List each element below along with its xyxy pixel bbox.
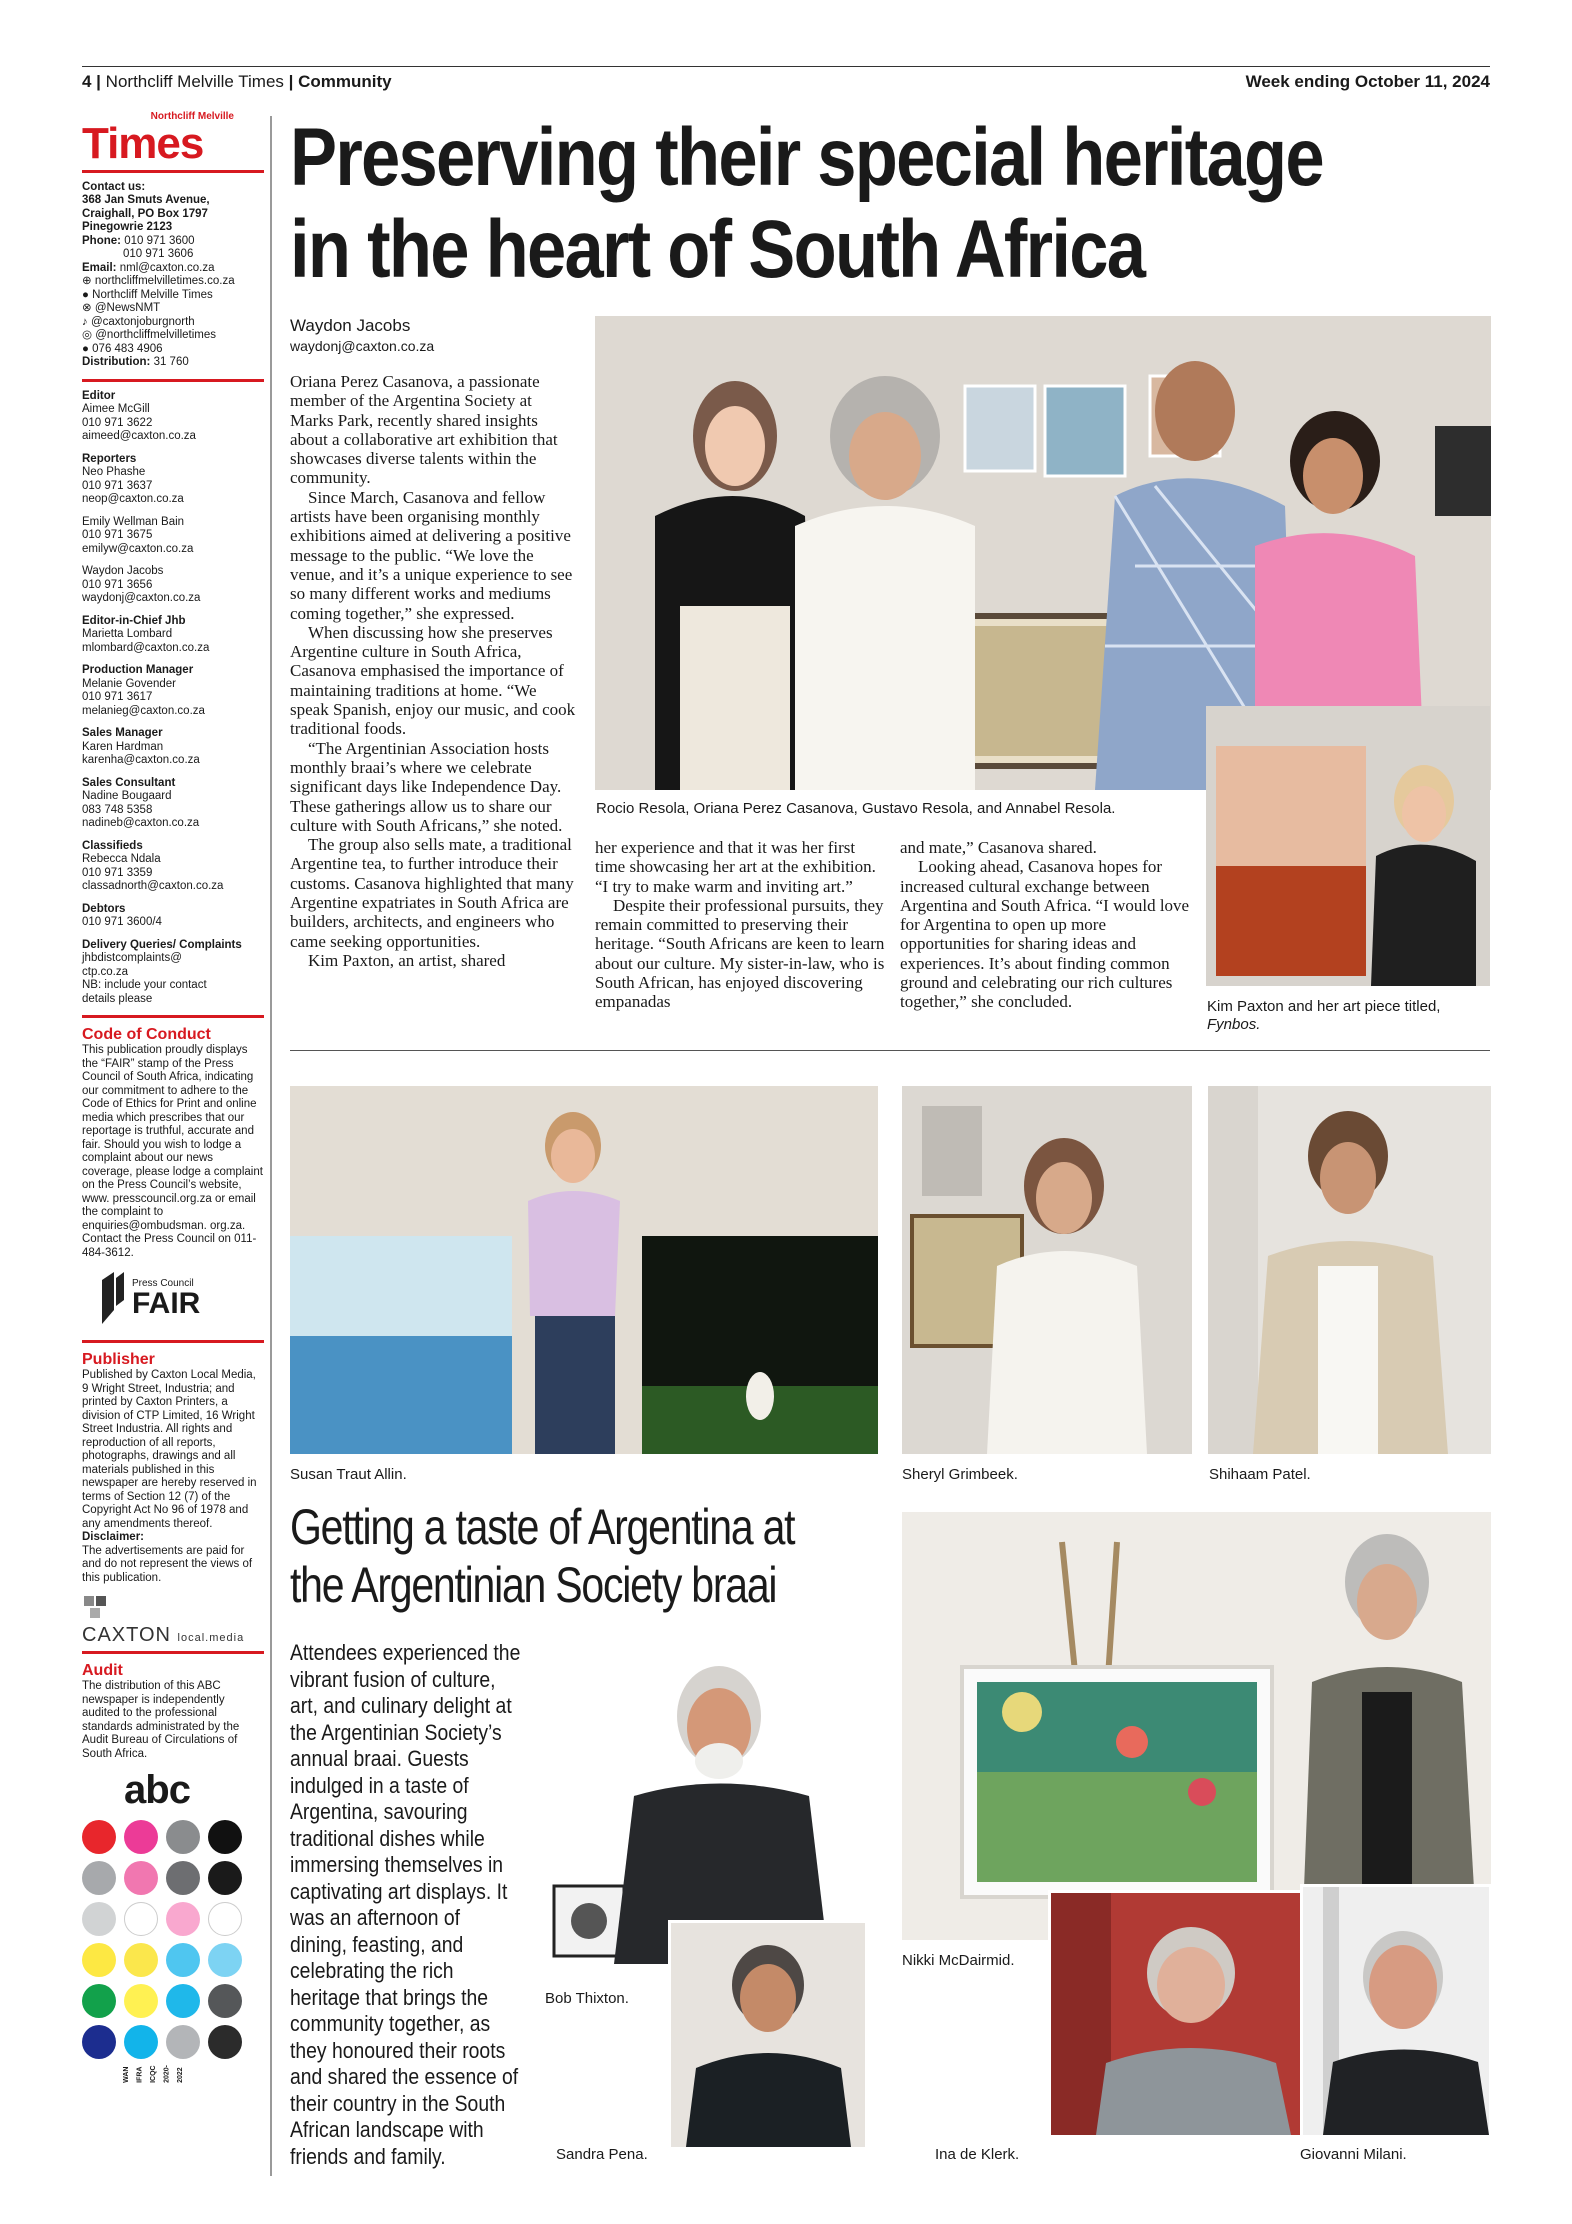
braai-headline <box>290 1498 880 1614</box>
fair-big: FAIR <box>132 1286 201 1320</box>
colour-swatch <box>124 1902 158 1936</box>
caxton-sub: local.media <box>177 1631 245 1644</box>
fair-stamp <box>100 1270 264 1326</box>
staff-role: Classifieds <box>82 839 143 852</box>
paragraph: Despite their professional pursuits, they remain committed to preserving their heritage. “South Africans are keen to learn about our culture. My sister-in-law, who is South African, has enjoyed discovering empanadas <box>595 895 885 1012</box>
colour-swatches <box>82 1820 264 2059</box>
phone-number: 010 971 3600 <box>124 234 195 247</box>
article-column-1 <box>290 372 576 970</box>
whatsapp-link[interactable]: 076 483 4906 <box>92 342 163 355</box>
caption-ina: Ina de Klerk. <box>935 2146 1020 2163</box>
colour-swatch <box>124 2025 158 2059</box>
publisher-block <box>82 1351 264 1585</box>
section-divider <box>290 1050 1490 1051</box>
staff-entry <box>82 453 264 507</box>
paragraph: Looking ahead, Casanova hopes for increased cultural exchange between Argentina and South Africa. “I would love for Argentina to open up more opportunities for sharing ideas and experiences. It’s about finding common ground and celebrating our rich cultures together,” she concluded. <box>900 857 1190 1012</box>
staff-line: melanieg@caxton.co.za <box>82 704 205 717</box>
staff-line: Waydon Jacobs <box>82 565 164 577</box>
colour-swatch <box>166 1820 200 1854</box>
address-line: Pinegowrie 2123 <box>82 221 173 233</box>
caption-bob: Bob Thixton. <box>545 1990 629 2007</box>
staff-line: Nadine Bougaard <box>82 790 172 802</box>
sandra-illustration <box>671 1923 865 2147</box>
paragraph: The group also sells mate, a traditional Argentine tea, to further introduce their customs. Casanova highlighted that many Argentine expatriates in South Africa are builders, architects, and engineers who came seeking opportunities. <box>290 835 574 951</box>
paper-name: Northcliff Melville Times <box>105 71 284 91</box>
phone-number: 010 971 3606 <box>123 248 194 260</box>
photo-bob-thixton <box>544 1646 858 1964</box>
staff-line: 010 971 3656 <box>82 578 153 591</box>
staff-line: ctp.co.za <box>82 965 129 978</box>
colour-swatch <box>166 1902 200 1936</box>
distribution-label: Distribution: <box>82 356 151 368</box>
headline-line: in the heart of South Africa <box>290 204 1145 295</box>
author-name: Waydon Jacobs <box>290 316 411 335</box>
audit-block <box>82 1662 264 1761</box>
staff-entry <box>82 516 264 557</box>
staff-role: Debtors <box>82 902 126 915</box>
code-title: Code of Conduct <box>82 1026 211 1043</box>
susan-illustration <box>290 1086 878 1454</box>
staff-entry <box>82 840 264 894</box>
x-icon: ⊗ <box>82 302 92 314</box>
tiktok-link[interactable]: @caxtonjoburgnorth <box>90 315 195 328</box>
staff-line: Melanie Govender <box>82 677 176 690</box>
facebook-icon: ● <box>82 288 89 301</box>
photo-kim-paxton <box>1206 706 1490 986</box>
shihaam-illustration <box>1208 1086 1491 1454</box>
section-name: | Community <box>288 71 392 91</box>
instagram-icon: ◎ <box>82 329 93 341</box>
staff-entry <box>82 664 264 718</box>
caption-sandra: Sandra Pena. <box>556 2146 648 2163</box>
contact-label: Contact us: <box>82 180 146 193</box>
staff-entry <box>82 565 264 606</box>
caption-giovanni: Giovanni Milani. <box>1300 2146 1407 2163</box>
email-link[interactable]: nml@caxton.co.za <box>119 261 215 274</box>
staff-line: mlombard@caxton.co.za <box>82 641 210 654</box>
colour-swatch <box>208 2025 242 2059</box>
distribution-value: 31 760 <box>153 356 189 368</box>
contact-block <box>82 181 264 370</box>
staff-entry <box>82 615 264 656</box>
colour-swatch <box>82 1820 116 1854</box>
staff-entry <box>82 390 264 444</box>
disclaimer-text: The advertisements are paid for and do not represent the views of this publication. <box>82 1544 253 1584</box>
staff-line: aimeed@caxton.co.za <box>82 430 196 442</box>
x-link[interactable]: @NewsNMT <box>94 302 161 314</box>
staff-line: karenha@caxton.co.za <box>82 754 200 766</box>
whatsapp-icon: ● <box>82 342 89 355</box>
sheryl-illustration <box>902 1086 1192 1454</box>
publisher-text: Published by Caxton Local Media, 9 Wright Street, Industria; and printed by Caxton Printers, a division of CTP Limited, 16 Wright Street Industria. All rights and reproduction of all reports, photographs, drawings and all materials published in this newspaper are hereby reserved in terms of Section 12 (7) of the Copyright Act No 96 of 1978 and any amendments thereof. <box>82 1369 257 1530</box>
staff-line: NB: include your contact <box>82 979 207 991</box>
giovanni-illustration <box>1303 1887 1489 2135</box>
caxton-wordmark: CAXTON <box>82 1623 171 1646</box>
staff-line: 010 971 3675 <box>82 529 153 541</box>
author-email[interactable]: waydonj@caxton.co.za <box>290 338 435 354</box>
colour-swatch <box>82 1984 116 2018</box>
audit-text: The distribution of this ABC newspaper is independently audited to the professional standards administrated by the Audit Bureau of Circulations of South Africa. <box>82 1680 240 1760</box>
nikki-illustration <box>902 1512 1491 1940</box>
code-of-conduct <box>82 1026 264 1260</box>
staff-line: 010 971 3600/4 <box>82 916 162 928</box>
running-head <box>82 66 1490 96</box>
colour-swatch <box>208 1943 242 1977</box>
staff-entry <box>82 903 264 930</box>
email-label: Email: <box>82 261 117 274</box>
staff-role: Sales Consultant <box>82 776 176 789</box>
staff-line: classadnorth@caxton.co.za <box>82 880 224 892</box>
abc-logo: abc <box>124 1768 190 1812</box>
paragraph: Since March, Casanova and fellow artists have been organising monthly exhibitions aimed at delivering a positive message to the public. “We love the venue, and it’s a unique experience to see so many different works and mediums coming together,” she expressed. <box>290 487 573 623</box>
photo-sheryl-grimbeek <box>902 1086 1192 1454</box>
kim-paxton-illustration <box>1206 706 1490 986</box>
photo-shihaam-patel <box>1208 1086 1491 1454</box>
fair-small: Press Council <box>132 1277 194 1289</box>
masthead-small: Northcliff Melville <box>150 111 234 122</box>
staff-line: 010 971 3622 <box>82 416 153 429</box>
divider <box>82 1015 264 1018</box>
article-column-2 <box>595 838 887 1012</box>
facebook-link[interactable]: Northcliff Melville Times <box>92 288 213 301</box>
staff-role: Production Manager <box>82 664 194 676</box>
staff-role: Editor-in-Chief Jhb <box>82 614 186 627</box>
staff-line: waydonj@caxton.co.za <box>82 592 201 604</box>
staff-line: Emily Wellman Bain <box>82 515 185 528</box>
caption-nikki: Nikki McDairmid. <box>902 1952 1015 1969</box>
colour-swatch <box>166 1861 200 1895</box>
article-headline <box>290 112 1494 296</box>
caption-group-photo: Rocio Resola, Oriana Perez Casanova, Gustavo Resola, and Annabel Resola. <box>596 800 1116 817</box>
colour-swatch <box>124 1861 158 1895</box>
staff-role: Delivery Queries/ Complaints <box>82 938 242 951</box>
braai-intro: Attendees experienced the vibrant fusion of culture, art, and culinary delight at the Argentinian Society’s annual braai. Guests indulged in a taste of Argentina, savouring traditional dishes while immersing themselves in captivating art displays. It was an afternoon of dining, feasting, and celebrating the rich heritage that brings the community together, as they honoured their roots and shared the essence of their country in the South African landscape with friends and family. <box>290 1640 521 2169</box>
photo-susan-traut-allin <box>290 1086 878 1454</box>
staff-line: Rebecca Ndala <box>82 853 161 865</box>
colour-swatch <box>124 1820 158 1854</box>
globe-icon: ⊕ <box>82 275 92 287</box>
headline-line: Getting a taste of Argentina at <box>290 1499 795 1555</box>
caption-kim-line: Kim Paxton and her art piece titled, <box>1207 998 1441 1015</box>
staff-line: 010 971 3359 <box>82 866 153 879</box>
caxton-logo <box>82 1594 264 1645</box>
paragraph: and mate,” Casanova shared. <box>900 838 1097 857</box>
colour-swatch <box>208 1902 242 1936</box>
colour-swatch <box>208 1984 242 2018</box>
staff-line: details please <box>82 992 153 1005</box>
staff-line: Neo Phashe <box>82 466 146 478</box>
colour-swatch <box>208 1861 242 1895</box>
colour-swatch <box>208 1820 242 1854</box>
staff-line: 010 971 3617 <box>82 691 153 703</box>
bob-illustration <box>544 1646 858 1964</box>
website-link[interactable]: northcliffmelvilletimes.co.za <box>94 275 235 287</box>
wan-ifra-badge: WAN IFRA ICQC 2020-2022 <box>123 2064 184 2083</box>
photo-ina-de-klerk <box>1048 1890 1308 2138</box>
sidebar-rule <box>270 116 272 2176</box>
phone-label: Phone: <box>82 234 121 247</box>
fair-logo-icon <box>100 1270 126 1326</box>
colour-swatch <box>82 1902 116 1936</box>
issue-date: Week ending October 11, 2024 <box>1245 71 1490 91</box>
staff-role: Editor <box>82 389 116 402</box>
colour-swatch <box>82 2025 116 2059</box>
staff-entry <box>82 777 264 831</box>
staff-line: 010 971 3637 <box>82 479 153 492</box>
caption-kim-title: Fynbos. <box>1207 1016 1261 1033</box>
staff-line: neop@caxton.co.za <box>82 493 184 505</box>
staff-list <box>82 390 264 1007</box>
staff-line: emilyw@caxton.co.za <box>82 542 194 555</box>
colour-swatch <box>124 1943 158 1977</box>
staff-role: Sales Manager <box>82 727 163 739</box>
paragraph: When discussing how she preserves Argentine culture in South Africa, Casanova emphasised the importance of maintaining traditions at home. “We speak Spanish, enjoy our music, and cook traditional foods. <box>290 622 576 739</box>
colour-swatch <box>166 2025 200 2059</box>
photo-nikki-mcdairmid <box>902 1512 1491 1940</box>
address-line: 368 Jan Smuts Avenue, <box>82 194 210 206</box>
staff-role: Reporters <box>82 452 137 465</box>
byline <box>290 316 434 356</box>
caption-shihaam: Shihaam Patel. <box>1209 1466 1311 1483</box>
caption-susan: Susan Traut Allin. <box>290 1466 407 1483</box>
divider <box>82 1651 264 1654</box>
photo-sandra-pena <box>668 1920 868 2150</box>
divider <box>82 379 264 382</box>
staff-line: 083 748 5358 <box>82 803 153 816</box>
colour-swatch <box>166 1984 200 2018</box>
article-column-3 <box>900 838 1192 1012</box>
paragraph: her experience and that it was her first time showcasing her art at the exhibition. “I try to make warm and inviting art.” <box>595 838 876 896</box>
disclaimer-label: Disclaimer: <box>82 1531 145 1543</box>
tiktok-icon: ♪ <box>82 315 88 328</box>
colour-swatch <box>124 1984 158 2018</box>
ina-illustration <box>1051 1893 1305 2135</box>
instagram-link[interactable]: @northcliffmelvilletimes <box>95 329 216 341</box>
staff-line: Marietta Lombard <box>82 628 173 640</box>
address-line: Craighall, PO Box 1797 <box>82 207 208 220</box>
photo-giovanni-milani <box>1300 1884 1492 2138</box>
caption-sheryl: Sheryl Grimbeek. <box>902 1466 1018 1483</box>
masthead-title: Times <box>82 118 204 168</box>
paragraph: “The Argentinian Association hosts monthly braai’s where we celebrate significant days like Independence Day. These gatherings allow us to share our culture with South Africans,” she noted. <box>290 738 563 835</box>
staff-entry <box>82 939 264 1007</box>
paragraph: Kim Paxton, an artist, shared <box>308 950 506 970</box>
staff-line: Karen Hardman <box>82 740 164 753</box>
staff-line: nadineb@caxton.co.za <box>82 817 200 829</box>
staff-line: Aimee McGill <box>82 403 150 415</box>
code-text: This publication proudly displays the “FAIR” stamp of the Press Council of South Africa, indicating our commitment to adhere to the Code of Ethics for Print and online media which prescribes that our reportage is truthful, accurate and fair. Should you wish to lodge a complaint about our news coverage, please lodge a complaint on the Press Council’s website, www. presscouncil.org.za or email the complaint to enquiries@ombudsman. org.za. Contact the Press Council on 011-484-3612. <box>82 1044 263 1259</box>
publisher-title: Publisher <box>82 1351 155 1368</box>
sidebar <box>82 110 264 2083</box>
paragraph: Oriana Perez Casanova, a passionate member of the Argentina Society at Marks Park, recently shared insights about a collaborative art exhibition that showcases diverse talents within the community. <box>290 372 558 488</box>
staff-line: jhbdistcomplaints@ <box>82 952 182 964</box>
caption-kim <box>1207 998 1497 1034</box>
divider <box>82 1340 264 1343</box>
page-number: 4 | <box>82 71 101 91</box>
divider <box>82 170 264 173</box>
running-head-left <box>82 72 392 92</box>
masthead <box>82 110 264 168</box>
colour-swatch <box>166 1943 200 1977</box>
audit-title: Audit <box>82 1662 123 1679</box>
headline-line: Preserving their special heritage <box>290 112 1323 203</box>
colour-swatch <box>82 1943 116 1977</box>
headline-line: the Argentinian Society braai <box>290 1557 777 1613</box>
caxton-mark-icon <box>82 1594 116 1624</box>
colour-swatch <box>82 1861 116 1895</box>
staff-entry <box>82 727 264 768</box>
